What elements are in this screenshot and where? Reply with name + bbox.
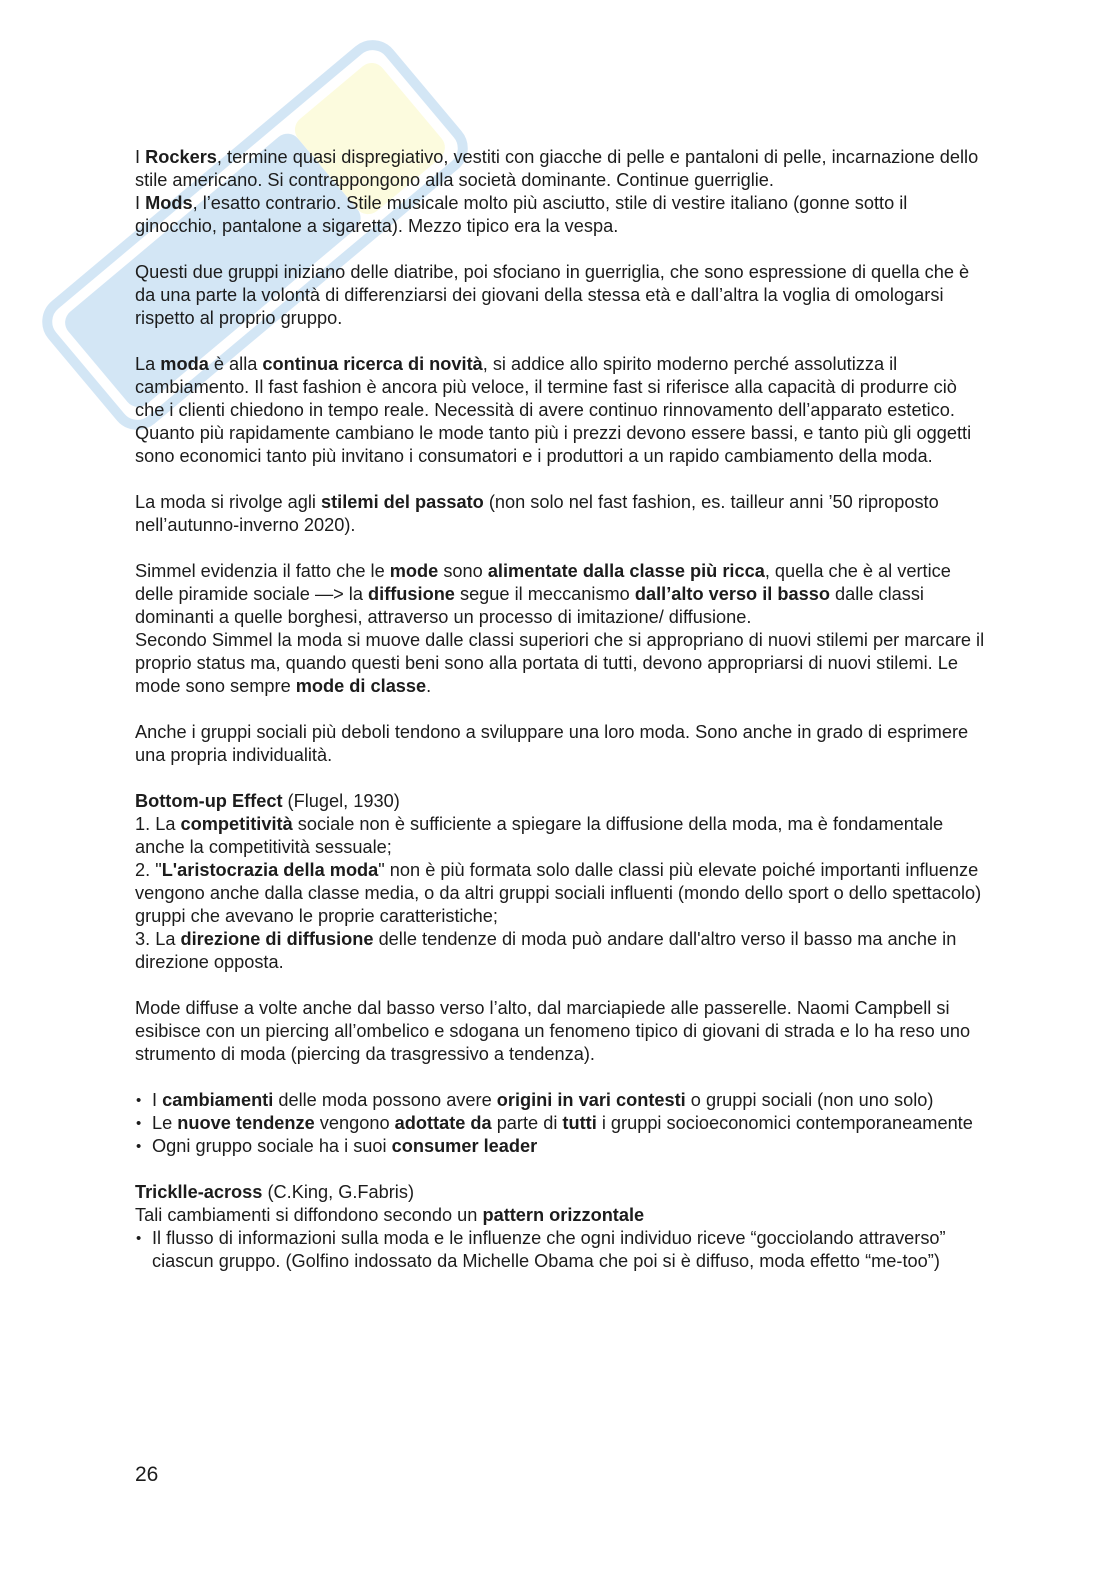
bold-term: alimentate dalla classe più ricca [487,561,765,581]
text-run: 2. " [135,860,162,880]
paragraph-simmel [135,560,985,629]
document-body [135,146,985,1273]
text-run: , quella che è al vertice delle piramide sociale —> la [135,561,951,604]
text-run: sociale non è sufficiente a spiegare la diffusione della moda, ma è fondamentale anche la competitività sessuale; [135,814,944,857]
text-run: Ogni gruppo sociale ha i suoi [152,1136,392,1156]
bold-term: stilemi del passato [321,492,484,512]
bullet-list-flusso [135,1227,985,1273]
bold-term: consumer leader [391,1136,538,1156]
text-run: La [135,354,161,374]
bold-term: adottate da [394,1113,492,1133]
text-run: Tali cambiamenti si diffondono secondo un [135,1205,483,1225]
bold-term: mode di classe [295,676,427,696]
bold-term: Tricklle-across [135,1182,263,1202]
paragraph-pattern [135,1204,985,1227]
bold-term: mode [389,561,439,581]
text-run: La moda si rivolge agli [135,492,322,512]
bold-term: moda [160,354,209,374]
text-run: (C.King, G.Fabris) [262,1182,414,1202]
paragraph-naomi [135,997,985,1066]
text-run: segue il meccanismo [454,584,635,604]
text-run: Il flusso di informazioni sulla moda e le influenze che ogni individuo riceve “gocciolando attraverso” ciascun gruppo. (Golfino indossato da Michelle Obama che poi si è diffuso, moda effetto “me-too”) [152,1228,946,1271]
numbered-item-2 [135,859,985,928]
bold-term: origini in vari contesti [496,1090,686,1110]
paragraph-diatribe [135,261,985,330]
text-run: Quanto più rapidamente cambiano le mode tanto più i prezzi devono essere bassi, e tanto più gli oggetti sono economici tanto più invitano i consumatori e i produttori a un rapido cambiamento della moda. [135,423,972,466]
bold-term: direzione di diffusione [180,929,374,949]
text-run: I [135,147,146,167]
bold-term: pattern orizzontale [482,1205,645,1225]
bold-term: continua ricerca di novità [262,354,483,374]
spacer [135,238,985,261]
paragraph-rockers [135,146,985,192]
text-run: o gruppi sociali (non uno solo) [685,1090,934,1110]
text-run: è alla [208,354,263,374]
spacer [135,767,985,790]
bold-term: competitività [180,814,293,834]
paragraph-gruppi-deboli [135,721,985,767]
text-run: parte di [491,1113,563,1133]
spacer [135,974,985,997]
text-run: . [426,676,432,696]
spacer [135,1158,985,1181]
text-run: Le [152,1113,178,1133]
text-run: vengono [314,1113,395,1133]
paragraph-mods [135,192,985,238]
text-run: delle moda possono avere [273,1090,497,1110]
text-run: delle tendenze di moda può andare dall'altro verso il basso ma anche in direzione opposta. [135,929,957,972]
heading-trickle-across [135,1181,985,1204]
text-run: Anche i gruppi sociali più deboli tendono a sviluppare una loro moda. Sono anche in grado di esprimere una propria individualità. [135,722,969,765]
bold-term: diffusione [368,584,455,604]
paragraph-simmel-classi [135,629,985,698]
bullet-item [135,1112,985,1135]
spacer [135,1066,985,1089]
text-run: , l’esatto contrario. Stile musicale molto più asciutto, stile di vestire italiano (gonne sotto il ginocchio, pantalone a sigaretta). Mezzo tipico era la vespa. [135,193,908,236]
numbered-item-1 [135,813,985,859]
spacer [135,330,985,353]
text-run: " non è più formata solo dalle classi più elevate poiché importanti influenze vengono anche dalla classe media, o da altri gruppi sociali influenti (mondo dello sport o dello spettacolo) gruppi che avevano le proprie caratteristiche; [135,860,982,926]
bold-term: cambiamenti [162,1090,274,1110]
text-run: I [135,193,146,213]
text-run: (Flugel, 1930) [282,791,400,811]
bold-term: Bottom-up Effect [135,791,283,811]
text-run: (non solo nel fast fashion, es. tailleur anni ’50 riproposto nell’autunno-inverno 2020). [135,492,939,535]
bold-term: nuove tendenze [177,1113,315,1133]
spacer [135,468,985,491]
text-run: i gruppi socioeconomici contemporaneamente [596,1113,973,1133]
text-run: 3. La [135,929,181,949]
text-run: , si addice allo spirito moderno perché assolutizza il cambiamento. Il fast fashion è ancora più veloce, il termine fast si riferisce alla capacità di produrre ciò che i clienti chiedono in tempo reale. Necessità di avere continuo rinnovamento dell’apparato estetico. [135,354,957,420]
text-run: , termine quasi dispregiativo, vestiti con giacche di pelle e pantaloni di pelle, incarnazione dello stile americano. Si contrappongono alla società dominante. Continue guerriglie. [135,147,979,190]
spacer [135,537,985,560]
bullet-item [135,1089,985,1112]
spacer [135,698,985,721]
text-run: 1. La [135,814,181,834]
bullet-list-trends [135,1089,985,1158]
bold-term: tutti [562,1113,597,1133]
text-run: dalle classi dominanti a quelle borghesi, attraverso un processo di imitazione/ diffusione. [135,584,924,627]
bold-term: L'aristocrazia della moda [161,860,379,880]
paragraph-moda-novita [135,353,985,422]
text-run: sono [438,561,488,581]
numbered-item-3 [135,928,985,974]
bold-term: Mods [145,193,193,213]
text-run: Secondo Simmel la moda si muove dalle classi superiori che si appropriano di nuovi stilemi per marcare il proprio status ma, quando questi beni sono alla portata di tutti, devono appropriarsi di nuovi stilemi. Le mode sono sempre [135,630,985,696]
text-run: I [152,1090,163,1110]
text-run: Questi due gruppi iniziano delle diatribe, poi sfociano in guerriglia, che sono espressione di quella che è da una parte la volontà di differenziarsi dei giovani della stessa età e dall’altra la voglia di omologarsi rispetto al proprio gruppo. [135,262,970,328]
page-number: 26 [135,1463,159,1486]
paragraph-stilemi [135,491,985,537]
bold-term: Rockers [145,147,217,167]
text-run: Simmel evidenzia il fatto che le [135,561,390,581]
paragraph-prezzi [135,422,985,468]
heading-bottom-up [135,790,985,813]
bullet-item [135,1227,985,1273]
text-run: Mode diffuse a volte anche dal basso verso l’alto, dal marciapiede alle passerelle. Naomi Campbell si esibisce con un piercing all’ombelico e sdogana un fenomeno tipico di giovani di strada e lo ha reso uno strumento di moda (piercing da trasgressivo a tendenza). [135,998,971,1064]
bold-term: dall’alto verso il basso [634,584,830,604]
bullet-item [135,1135,985,1158]
